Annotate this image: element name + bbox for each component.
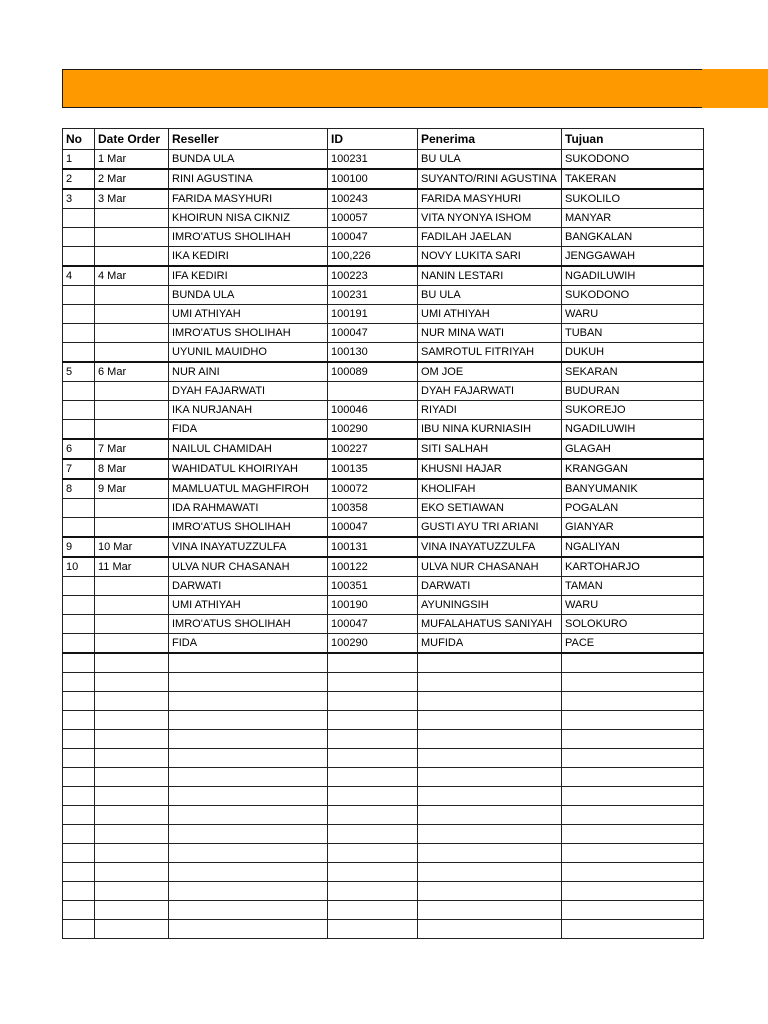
table-row — [63, 189, 704, 209]
empty-cell[interactable] — [562, 825, 704, 844]
cell-reseller[interactable]: IMRO'ATUS SHOLIHAH — [169, 228, 328, 247]
table-row — [63, 499, 704, 518]
cell-id[interactable]: 100100 — [328, 169, 418, 189]
empty-cell[interactable] — [418, 768, 562, 787]
col-header-penerima: Penerima — [418, 129, 562, 150]
cell-id[interactable]: 100072 — [328, 479, 418, 499]
cell-date-order[interactable] — [95, 228, 169, 247]
table-row — [63, 401, 704, 420]
empty-cell[interactable] — [418, 692, 562, 711]
empty-cell[interactable] — [418, 787, 562, 806]
cell-date-order[interactable]: 10 Mar — [95, 537, 169, 557]
cell-id[interactable]: 100047 — [328, 324, 418, 343]
empty-cell[interactable] — [328, 692, 418, 711]
table-row — [63, 459, 704, 479]
empty-cell[interactable] — [169, 749, 328, 768]
empty-cell[interactable] — [562, 768, 704, 787]
cell-date-order[interactable]: 7 Mar — [95, 439, 169, 459]
cell-penerima[interactable]: BU ULA — [418, 286, 562, 305]
empty-cell[interactable] — [418, 806, 562, 825]
empty-cell[interactable] — [63, 787, 95, 806]
cell-reseller[interactable]: VINA INAYATUZZULFA — [169, 537, 328, 557]
table-row — [63, 209, 704, 228]
cell-reseller[interactable]: IKA NURJANAH — [169, 401, 328, 420]
cell-no[interactable]: 2 — [63, 169, 95, 189]
cell-no[interactable]: 7 — [63, 459, 95, 479]
cell-no[interactable]: 8 — [63, 479, 95, 499]
cell-reseller[interactable]: UMI ATHIYAH — [169, 305, 328, 324]
cell-tujuan[interactable]: SUKODONO — [562, 150, 704, 170]
empty-row — [63, 653, 704, 673]
empty-row — [63, 673, 704, 692]
cell-id[interactable]: 100131 — [328, 537, 418, 557]
cell-no[interactable] — [63, 305, 95, 324]
cell-tujuan[interactable]: NGALIYAN — [562, 537, 704, 557]
table-row — [63, 439, 704, 459]
cell-id[interactable]: 100290 — [328, 634, 418, 654]
cell-date-order[interactable] — [95, 247, 169, 267]
cell-penerima[interactable]: FADILAH JAELAN — [418, 228, 562, 247]
cell-date-order[interactable]: 1 Mar — [95, 150, 169, 170]
cell-penerima[interactable]: EKO SETIAWAN — [418, 499, 562, 518]
cell-date-order[interactable]: 6 Mar — [95, 362, 169, 382]
empty-cell[interactable] — [63, 730, 95, 749]
cell-no[interactable]: 1 — [63, 150, 95, 170]
cell-tujuan[interactable]: SEKARAN — [562, 362, 704, 382]
cell-id[interactable]: 100243 — [328, 189, 418, 209]
table-row — [63, 343, 704, 363]
cell-id[interactable]: 100046 — [328, 401, 418, 420]
cell-date-order[interactable] — [95, 401, 169, 420]
cell-no[interactable]: 9 — [63, 537, 95, 557]
empty-cell[interactable] — [328, 882, 418, 901]
empty-cell[interactable] — [95, 901, 169, 920]
cell-tujuan[interactable]: BANGKALAN — [562, 228, 704, 247]
empty-cell[interactable] — [95, 711, 169, 730]
empty-cell[interactable] — [95, 882, 169, 901]
cell-penerima[interactable]: SUYANTO/RINI AGUSTINA — [418, 169, 562, 189]
cell-tujuan[interactable]: POGALAN — [562, 499, 704, 518]
empty-cell[interactable] — [169, 711, 328, 730]
empty-cell[interactable] — [95, 673, 169, 692]
cell-tujuan[interactable]: GIANYAR — [562, 518, 704, 538]
empty-cell[interactable] — [562, 692, 704, 711]
cell-date-order[interactable]: 4 Mar — [95, 266, 169, 286]
cell-reseller[interactable]: FARIDA MASYHURI — [169, 189, 328, 209]
empty-cell[interactable] — [418, 711, 562, 730]
cell-penerima[interactable]: NUR MINA WATI — [418, 324, 562, 343]
cell-date-order[interactable] — [95, 343, 169, 363]
table-row — [63, 228, 704, 247]
cell-id[interactable]: 100047 — [328, 615, 418, 634]
empty-cell[interactable] — [95, 768, 169, 787]
empty-row — [63, 863, 704, 882]
cell-tujuan[interactable]: JENGGAWAH — [562, 247, 704, 267]
cell-tujuan[interactable]: SUKOLILO — [562, 189, 704, 209]
table-row — [63, 362, 704, 382]
empty-cell[interactable] — [418, 673, 562, 692]
cell-penerima[interactable]: GUSTI AYU TRI ARIANI — [418, 518, 562, 538]
empty-cell[interactable] — [63, 844, 95, 863]
cell-id[interactable]: 100290 — [328, 420, 418, 440]
cell-no[interactable] — [63, 577, 95, 596]
empty-cell[interactable] — [169, 768, 328, 787]
empty-cell[interactable] — [169, 901, 328, 920]
cell-no[interactable]: 4 — [63, 266, 95, 286]
empty-cell[interactable] — [63, 749, 95, 768]
empty-cell[interactable] — [95, 787, 169, 806]
empty-row — [63, 901, 704, 920]
cell-tujuan[interactable]: MANYAR — [562, 209, 704, 228]
table-row — [63, 596, 704, 615]
cell-penerima[interactable]: KHOLIFAH — [418, 479, 562, 499]
table-row — [63, 382, 704, 401]
cell-tujuan[interactable]: KRANGGAN — [562, 459, 704, 479]
cell-tujuan[interactable]: SUKOREJO — [562, 401, 704, 420]
empty-cell[interactable] — [95, 730, 169, 749]
empty-row — [63, 711, 704, 730]
table-row — [63, 266, 704, 286]
empty-cell[interactable] — [418, 825, 562, 844]
empty-cell[interactable] — [95, 863, 169, 882]
cell-reseller[interactable]: WAHIDATUL KHOIRIYAH — [169, 459, 328, 479]
cell-date-order[interactable]: 9 Mar — [95, 479, 169, 499]
cell-date-order[interactable] — [95, 499, 169, 518]
cell-no[interactable] — [63, 324, 95, 343]
cell-reseller[interactable]: IMRO'ATUS SHOLIHAH — [169, 615, 328, 634]
cell-id[interactable]: 100,226 — [328, 247, 418, 267]
empty-cell[interactable] — [418, 920, 562, 939]
cell-no[interactable] — [63, 499, 95, 518]
table-row — [63, 577, 704, 596]
empty-cell[interactable] — [63, 711, 95, 730]
cell-no[interactable] — [63, 518, 95, 538]
orders-table — [62, 128, 704, 939]
cell-date-order[interactable]: 8 Mar — [95, 459, 169, 479]
cell-no[interactable] — [63, 228, 95, 247]
cell-no[interactable] — [63, 343, 95, 363]
cell-id[interactable]: 100231 — [328, 150, 418, 170]
empty-cell[interactable] — [63, 863, 95, 882]
empty-cell[interactable] — [418, 901, 562, 920]
cell-tujuan[interactable]: DUKUH — [562, 343, 704, 363]
cell-no[interactable] — [63, 596, 95, 615]
cell-tujuan[interactable]: BUDURAN — [562, 382, 704, 401]
table-row — [63, 420, 704, 440]
cell-date-order[interactable] — [95, 420, 169, 440]
empty-cell[interactable] — [418, 749, 562, 768]
table-row — [63, 557, 704, 577]
cell-no[interactable] — [63, 634, 95, 654]
empty-cell[interactable] — [562, 749, 704, 768]
table-row — [63, 479, 704, 499]
cell-id[interactable]: 100047 — [328, 228, 418, 247]
cell-tujuan[interactable]: SUKODONO — [562, 286, 704, 305]
cell-penerima[interactable]: MUFALAHATUS SANIYAH — [418, 615, 562, 634]
empty-row — [63, 692, 704, 711]
cell-reseller[interactable]: MAMLUATUL MAGHFIROH — [169, 479, 328, 499]
cell-reseller[interactable]: RINI AGUSTINA — [169, 169, 328, 189]
empty-cell[interactable] — [328, 653, 418, 673]
cell-penerima[interactable]: SITI SALHAH — [418, 439, 562, 459]
cell-id[interactable]: 100057 — [328, 209, 418, 228]
cell-reseller[interactable]: FIDA — [169, 634, 328, 654]
cell-penerima[interactable]: VITA NYONYA ISHOM — [418, 209, 562, 228]
empty-row — [63, 730, 704, 749]
empty-cell[interactable] — [418, 844, 562, 863]
table-row — [63, 169, 704, 189]
cell-no[interactable]: 10 — [63, 557, 95, 577]
cell-date-order[interactable] — [95, 577, 169, 596]
cell-date-order[interactable] — [95, 305, 169, 324]
cell-reseller[interactable]: BUNDA ULA — [169, 150, 328, 170]
table-row — [63, 537, 704, 557]
cell-no[interactable]: 6 — [63, 439, 95, 459]
empty-cell[interactable] — [562, 882, 704, 901]
empty-row — [63, 825, 704, 844]
empty-cell[interactable] — [562, 730, 704, 749]
empty-cell[interactable] — [169, 653, 328, 673]
empty-cell[interactable] — [95, 749, 169, 768]
empty-cell[interactable] — [169, 920, 328, 939]
empty-cell[interactable] — [328, 768, 418, 787]
cell-id[interactable]: 100351 — [328, 577, 418, 596]
cell-tujuan[interactable]: TAMAN — [562, 577, 704, 596]
cell-reseller[interactable]: FIDA — [169, 420, 328, 440]
empty-cell[interactable] — [418, 730, 562, 749]
cell-date-order[interactable]: 3 Mar — [95, 189, 169, 209]
empty-cell[interactable] — [169, 692, 328, 711]
cell-date-order[interactable] — [95, 518, 169, 538]
cell-id[interactable]: 100231 — [328, 286, 418, 305]
cell-reseller[interactable]: IFA KEDIRI — [169, 266, 328, 286]
empty-cell[interactable] — [95, 844, 169, 863]
cell-id[interactable]: 100190 — [328, 596, 418, 615]
title-banner — [62, 69, 768, 108]
empty-cell[interactable] — [328, 920, 418, 939]
cell-penerima[interactable]: MUFIDA — [418, 634, 562, 654]
empty-cell[interactable] — [63, 673, 95, 692]
empty-cell[interactable] — [169, 863, 328, 882]
empty-cell[interactable] — [169, 787, 328, 806]
empty-cell[interactable] — [169, 673, 328, 692]
empty-cell[interactable] — [418, 863, 562, 882]
cell-date-order[interactable] — [95, 286, 169, 305]
cell-reseller[interactable]: ULVA NUR CHASANAH — [169, 557, 328, 577]
cell-tujuan[interactable]: WARU — [562, 305, 704, 324]
cell-reseller[interactable]: KHOIRUN NISA CIKNIZ — [169, 209, 328, 228]
cell-reseller[interactable]: DARWATI — [169, 577, 328, 596]
empty-row — [63, 787, 704, 806]
cell-no[interactable]: 3 — [63, 189, 95, 209]
table-row — [63, 286, 704, 305]
cell-id[interactable]: 100089 — [328, 362, 418, 382]
cell-reseller[interactable]: IKA KEDIRI — [169, 247, 328, 267]
empty-cell[interactable] — [328, 825, 418, 844]
cell-no[interactable] — [63, 382, 95, 401]
empty-cell[interactable] — [95, 653, 169, 673]
table-row — [63, 518, 704, 538]
empty-cell[interactable] — [169, 730, 328, 749]
table-row — [63, 615, 704, 634]
empty-cell[interactable] — [63, 825, 95, 844]
cell-penerima[interactable]: FARIDA MASYHURI — [418, 189, 562, 209]
cell-reseller[interactable]: BUNDA ULA — [169, 286, 328, 305]
empty-cell[interactable] — [562, 920, 704, 939]
cell-no[interactable] — [63, 247, 95, 267]
empty-row — [63, 844, 704, 863]
cell-penerima[interactable]: VINA INAYATUZZULFA — [418, 537, 562, 557]
cell-penerima[interactable]: RIYADI — [418, 401, 562, 420]
cell-date-order[interactable] — [95, 382, 169, 401]
empty-cell[interactable] — [95, 806, 169, 825]
empty-cell[interactable] — [95, 692, 169, 711]
cell-penerima[interactable]: DYAH FAJARWATI — [418, 382, 562, 401]
empty-cell[interactable] — [328, 787, 418, 806]
table-row — [63, 634, 704, 654]
empty-cell[interactable] — [169, 825, 328, 844]
cell-no[interactable] — [63, 615, 95, 634]
cell-penerima[interactable]: SAMROTUL FITRIYAH — [418, 343, 562, 363]
empty-cell[interactable] — [418, 653, 562, 673]
cell-date-order[interactable]: 2 Mar — [95, 169, 169, 189]
cell-id[interactable]: 100358 — [328, 499, 418, 518]
empty-row — [63, 806, 704, 825]
empty-cell[interactable] — [328, 901, 418, 920]
cell-no[interactable] — [63, 286, 95, 305]
empty-cell[interactable] — [63, 653, 95, 673]
empty-cell[interactable] — [95, 920, 169, 939]
col-header-no: No — [63, 129, 95, 150]
empty-cell[interactable] — [95, 825, 169, 844]
cell-penerima[interactable]: BU ULA — [418, 150, 562, 170]
empty-cell[interactable] — [169, 844, 328, 863]
cell-tujuan[interactable]: TAKERAN — [562, 169, 704, 189]
cell-penerima[interactable]: DARWATI — [418, 577, 562, 596]
cell-id[interactable]: 100130 — [328, 343, 418, 363]
empty-cell[interactable] — [63, 901, 95, 920]
cell-tujuan[interactable]: WARU — [562, 596, 704, 615]
cell-reseller[interactable]: NAILUL CHAMIDAH — [169, 439, 328, 459]
cell-penerima[interactable]: NOVY LUKITA SARI — [418, 247, 562, 267]
col-header-id: ID — [328, 129, 418, 150]
empty-cell[interactable] — [63, 768, 95, 787]
empty-row — [63, 882, 704, 901]
cell-penerima[interactable]: KHUSNI HAJAR — [418, 459, 562, 479]
cell-id[interactable]: 100047 — [328, 518, 418, 538]
header-row — [63, 129, 704, 150]
empty-cell[interactable] — [562, 806, 704, 825]
cell-reseller[interactable]: UMI ATHIYAH — [169, 596, 328, 615]
empty-cell[interactable] — [63, 920, 95, 939]
title-banner-extension — [702, 69, 768, 108]
empty-cell[interactable] — [328, 844, 418, 863]
cell-no[interactable] — [63, 420, 95, 440]
cell-no[interactable] — [63, 401, 95, 420]
empty-cell[interactable] — [328, 730, 418, 749]
empty-cell[interactable] — [169, 882, 328, 901]
cell-id[interactable] — [328, 382, 418, 401]
empty-row — [63, 920, 704, 939]
cell-tujuan[interactable]: BANYUMANIK — [562, 479, 704, 499]
cell-id[interactable]: 100135 — [328, 459, 418, 479]
empty-cell[interactable] — [328, 711, 418, 730]
cell-penerima[interactable]: IBU NINA KURNIASIH — [418, 420, 562, 440]
empty-row — [63, 749, 704, 768]
cell-penerima[interactable]: NANIN LESTARI — [418, 266, 562, 286]
empty-cell[interactable] — [328, 673, 418, 692]
empty-cell[interactable] — [63, 882, 95, 901]
cell-id[interactable]: 100223 — [328, 266, 418, 286]
cell-reseller[interactable]: IMRO'ATUS SHOLIHAH — [169, 518, 328, 538]
col-header-tujuan: Tujuan — [562, 129, 704, 150]
cell-date-order[interactable] — [95, 615, 169, 634]
cell-no[interactable]: 5 — [63, 362, 95, 382]
empty-cell[interactable] — [328, 749, 418, 768]
cell-tujuan[interactable]: GLAGAH — [562, 439, 704, 459]
cell-tujuan[interactable]: TUBAN — [562, 324, 704, 343]
empty-row — [63, 768, 704, 787]
table-row — [63, 324, 704, 343]
empty-cell[interactable] — [562, 711, 704, 730]
col-header-date-order: Date Order — [95, 129, 169, 150]
empty-cell[interactable] — [562, 653, 704, 673]
cell-penerima[interactable]: UMI ATHIYAH — [418, 305, 562, 324]
cell-reseller[interactable]: UYUNIL MAUIDHO — [169, 343, 328, 363]
cell-reseller[interactable]: IDA RAHMAWATI — [169, 499, 328, 518]
col-header-reseller: Reseller — [169, 129, 328, 150]
empty-cell[interactable] — [562, 844, 704, 863]
cell-tujuan[interactable]: NGADILUWIH — [562, 420, 704, 440]
cell-tujuan[interactable]: NGADILUWIH — [562, 266, 704, 286]
cell-no[interactable] — [63, 209, 95, 228]
empty-cell[interactable] — [562, 901, 704, 920]
cell-date-order[interactable] — [95, 324, 169, 343]
cell-date-order[interactable] — [95, 634, 169, 654]
table-row — [63, 305, 704, 324]
table-row — [63, 150, 704, 170]
cell-tujuan[interactable]: SOLOKURO — [562, 615, 704, 634]
cell-date-order[interactable] — [95, 209, 169, 228]
cell-date-order[interactable]: 11 Mar — [95, 557, 169, 577]
cell-reseller[interactable]: NUR AINI — [169, 362, 328, 382]
empty-cell[interactable] — [328, 806, 418, 825]
empty-cell[interactable] — [562, 673, 704, 692]
cell-reseller[interactable]: DYAH FAJARWATI — [169, 382, 328, 401]
cell-id[interactable]: 100122 — [328, 557, 418, 577]
empty-cell[interactable] — [562, 787, 704, 806]
cell-reseller[interactable]: IMRO'ATUS SHOLIHAH — [169, 324, 328, 343]
cell-tujuan[interactable]: KARTOHARJO — [562, 557, 704, 577]
cell-tujuan[interactable]: PACE — [562, 634, 704, 654]
empty-cell[interactable] — [169, 806, 328, 825]
empty-cell[interactable] — [63, 692, 95, 711]
table-row — [63, 247, 704, 267]
empty-cell[interactable] — [418, 882, 562, 901]
cell-penerima[interactable]: AYUNINGSIH — [418, 596, 562, 615]
empty-cell[interactable] — [63, 806, 95, 825]
empty-cell[interactable] — [328, 863, 418, 882]
cell-date-order[interactable] — [95, 596, 169, 615]
empty-cell[interactable] — [562, 863, 704, 882]
cell-penerima[interactable]: OM JOE — [418, 362, 562, 382]
cell-penerima[interactable]: ULVA NUR CHASANAH — [418, 557, 562, 577]
cell-id[interactable]: 100227 — [328, 439, 418, 459]
cell-id[interactable]: 100191 — [328, 305, 418, 324]
